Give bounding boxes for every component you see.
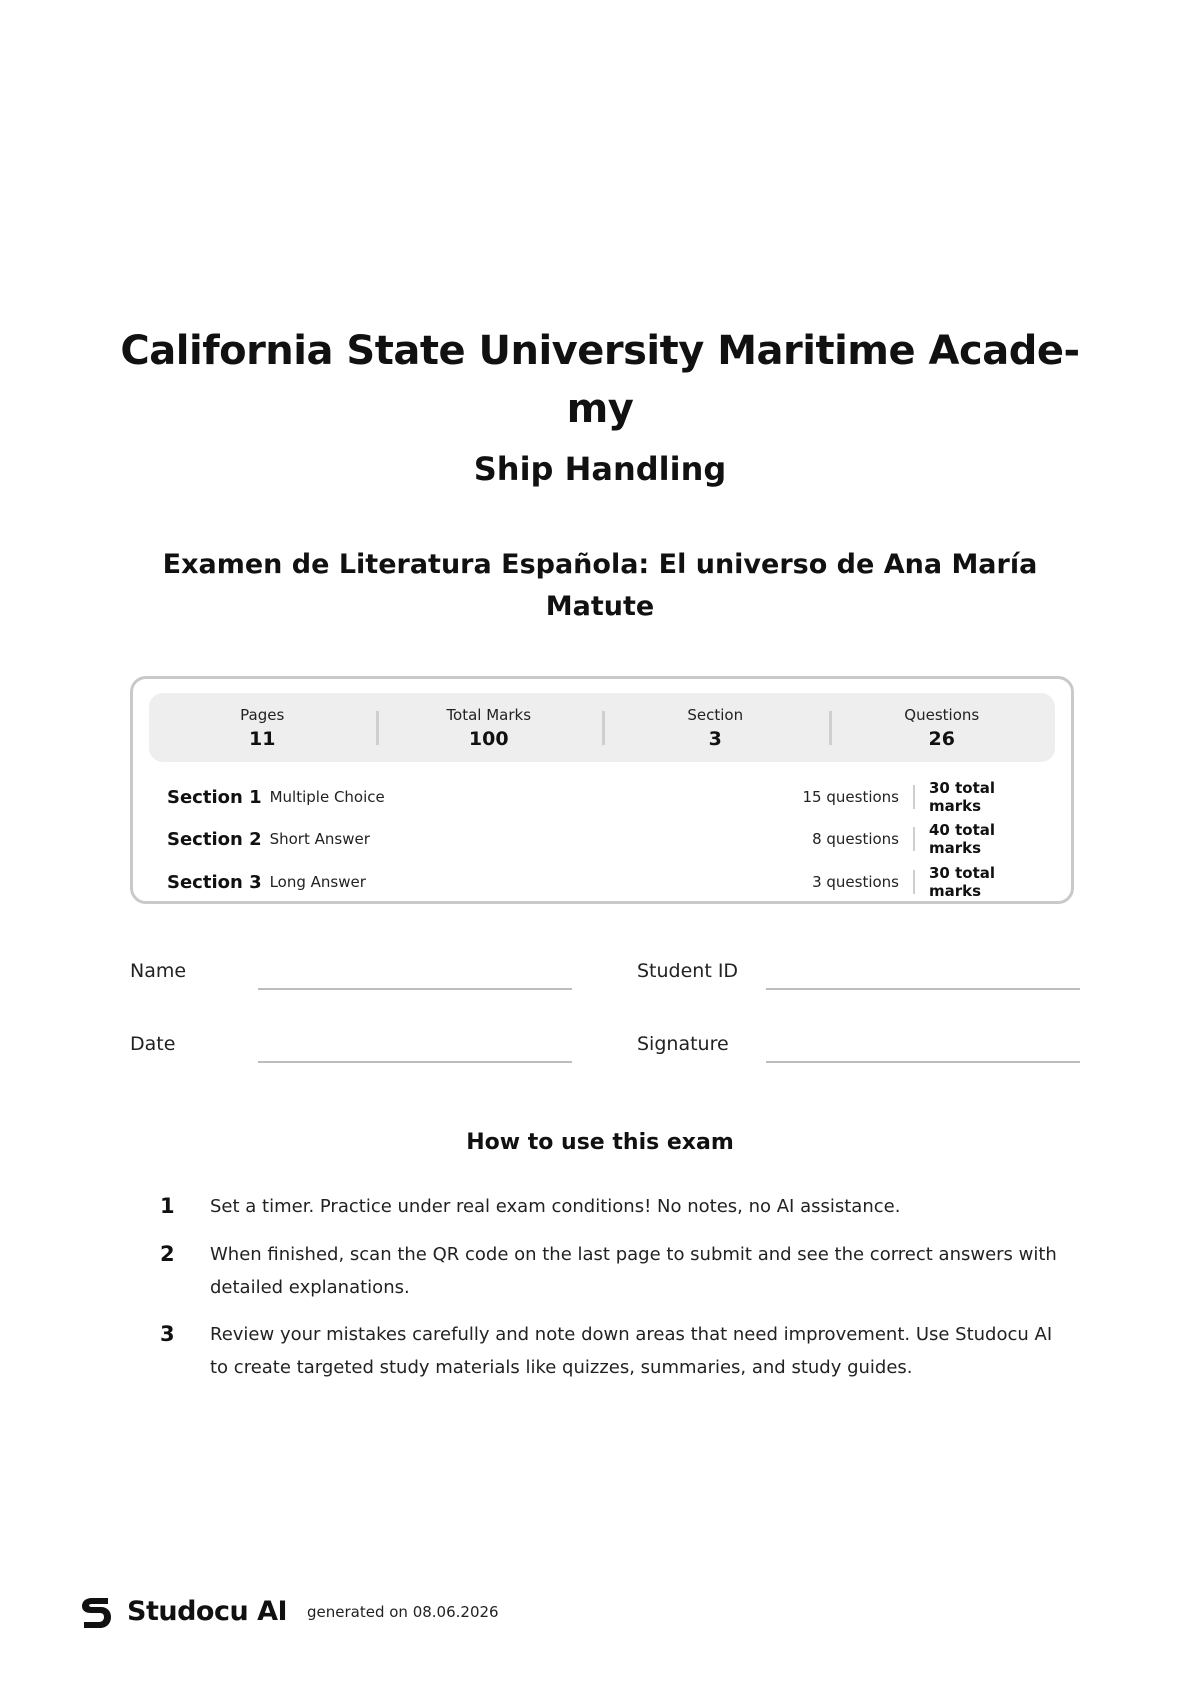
instructions-title: How to use this exam [466, 1130, 734, 1155]
exam-summary-card [130, 676, 1074, 904]
section-name: Section 1 [167, 786, 262, 808]
brand-name: Studocu AI [127, 1596, 288, 1627]
university-name: California State University Maritime Acade-my [120, 328, 1080, 432]
stat-questions [829, 693, 1056, 762]
section-marks: 30 total marks [929, 864, 996, 900]
section-type: Short Answer [269, 830, 370, 848]
step-number: 1 [160, 1194, 175, 1218]
section-divider [913, 870, 915, 894]
stat-label: Questions [904, 705, 980, 724]
stat-value: 100 [468, 727, 509, 750]
stat-label: Pages [240, 705, 285, 724]
section-divider [913, 827, 915, 851]
section-name: Section 3 [167, 871, 262, 893]
section-question-count: 15 questions [802, 788, 899, 806]
section-row-1 [167, 779, 1043, 815]
stats-bar [149, 693, 1055, 762]
step-number: 3 [160, 1322, 175, 1346]
step-text: Set a timer. Practice under real exam conditions! No notes, no AI assistance. [210, 1196, 901, 1217]
section-marks: 40 total marks [929, 821, 996, 857]
stat-sections [602, 693, 829, 762]
section-name: Section 2 [167, 828, 262, 850]
name-input-line[interactable] [258, 988, 572, 990]
section-type: Long Answer [269, 873, 366, 891]
stat-total-marks [376, 693, 603, 762]
stat-value: 3 [708, 727, 722, 750]
course-name: Ship Handling [473, 450, 727, 488]
stat-value: 11 [249, 727, 276, 750]
stat-value: 26 [928, 727, 955, 750]
step-number: 2 [160, 1242, 175, 1266]
step-text: Review your mistakes carefully and note down areas that need improvement. Use Studocu AI to create targeted study materials like quizzes, summaries, and study guides. [210, 1324, 1053, 1378]
section-marks: 30 total marks [929, 779, 996, 815]
date-input-line[interactable] [258, 1061, 572, 1063]
date-label: Date [130, 1033, 176, 1055]
stat-label: Section [687, 705, 744, 724]
stat-label: Total Marks [446, 705, 532, 724]
student-id-input-line[interactable] [766, 988, 1080, 990]
section-row-2 [167, 821, 1043, 857]
generated-date: generated on 08.06.2026 [307, 1603, 499, 1621]
signature-input-line[interactable] [766, 1061, 1080, 1063]
section-question-count: 8 questions [812, 830, 899, 848]
stat-pages [149, 693, 376, 762]
section-type: Multiple Choice [269, 788, 385, 806]
student-id-label: Student ID [637, 960, 739, 982]
section-divider [913, 785, 915, 809]
studocu-logo-icon [78, 1592, 114, 1632]
exam-title: Examen de Literatura Española: El universo de Ana María Matute [162, 549, 1038, 622]
section-question-count: 3 questions [812, 873, 899, 891]
section-row-3 [167, 864, 1043, 900]
step-text: When finished, scan the QR code on the last page to submit and see the correct answers with detailed explanations. [210, 1244, 1057, 1298]
signature-label: Signature [637, 1033, 729, 1055]
name-label: Name [130, 960, 187, 982]
